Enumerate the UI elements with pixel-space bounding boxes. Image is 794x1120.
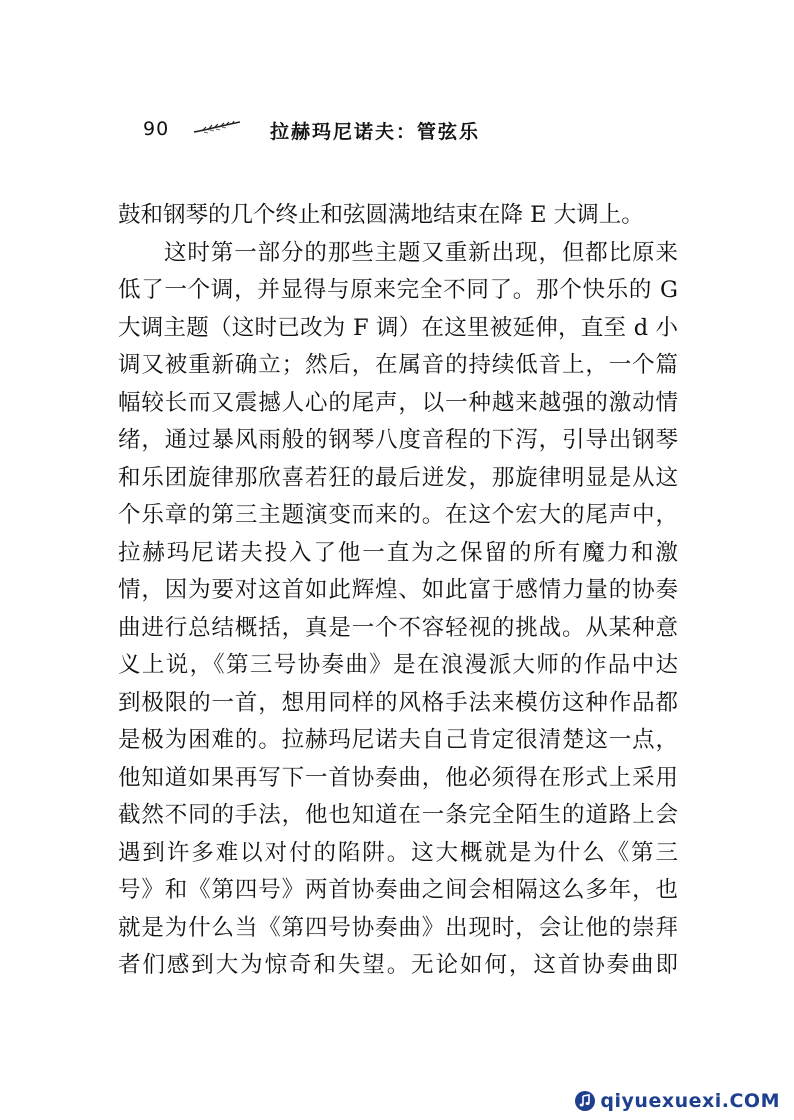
text-line: 就是为什么当《第四号协奏曲》出现时，会让他的崇拜 <box>118 914 678 941</box>
watermark-text: qiyuexuexi.COM <box>600 1090 780 1112</box>
text-line: 遇到许多难以对付的陷阱。这大概就是为什么《第三 <box>118 839 678 866</box>
text-line: 幅较长而又震撼人心的尾声，以一种越来越强的激动情 <box>118 389 678 416</box>
watermark <box>574 1088 780 1114</box>
music-note-icon <box>574 1090 596 1112</box>
page-number: 90 <box>143 118 170 140</box>
text-line: 情，因为要对这首如此辉煌、如此富于感情力量的协奏 <box>118 577 678 603</box>
text-line: 号》和《第四号》两首协奏曲之间会相隔这么多年，也 <box>118 877 678 903</box>
text-line: 拉赫玛尼诺夫投入了他一直为之保留的所有魔力和激 <box>118 539 678 566</box>
text-line: 低了一个调，并显得与原来完全不同了。那个快乐的 G <box>118 277 678 303</box>
text-line: 义上说，《第三号协奏曲》是在浪漫派大师的作品中达 <box>118 652 678 678</box>
text-line: 个乐章的第三主题演变而来的。在这个宏大的尾声中， <box>118 502 678 528</box>
text-line: 者们感到大为惊奇和失望。无论如何，这首协奏曲即 <box>118 952 678 978</box>
text-line: 绪，通过暴风雨般的钢琴八度音程的下泻，引导出钢琴 <box>118 427 678 453</box>
text-line: 曲进行总结概括，真是一个不容轻视的挑战。从某种意 <box>118 614 678 641</box>
feather-ornament <box>192 120 242 136</box>
text-line: 大调主题（这时已改为 F 调）在这里被延伸，直至 d 小 <box>118 314 678 341</box>
text-line: 是极为困难的。拉赫玛尼诺夫自己肯定很清楚这一点， <box>118 727 678 753</box>
text-line: 鼓和钢琴的几个终止和弦圆满地结束在降 E 大调上。 <box>118 202 644 228</box>
body-text <box>118 197 678 985</box>
text-line: 和乐团旋律那欣喜若狂的最后迸发，那旋律明显是从这 <box>118 464 678 491</box>
text-line: 截然不同的手法，他也知道在一条完全陌生的道路上会 <box>118 802 678 828</box>
text-line: 这时第一部分的那些主题又重新出现，但都比原来 <box>164 239 678 266</box>
text-line: 调又被重新确立；然后，在属音的持续低音上，一个篇 <box>118 352 678 378</box>
running-head: 拉赫玛尼诺夫：管弦乐 <box>270 121 481 143</box>
text-line: 他知道如果再写下一首协奏曲，他必须得在形式上采用 <box>118 764 678 791</box>
text-line: 到极限的一首，想用同样的风格手法来模仿这种作品都 <box>118 689 678 716</box>
